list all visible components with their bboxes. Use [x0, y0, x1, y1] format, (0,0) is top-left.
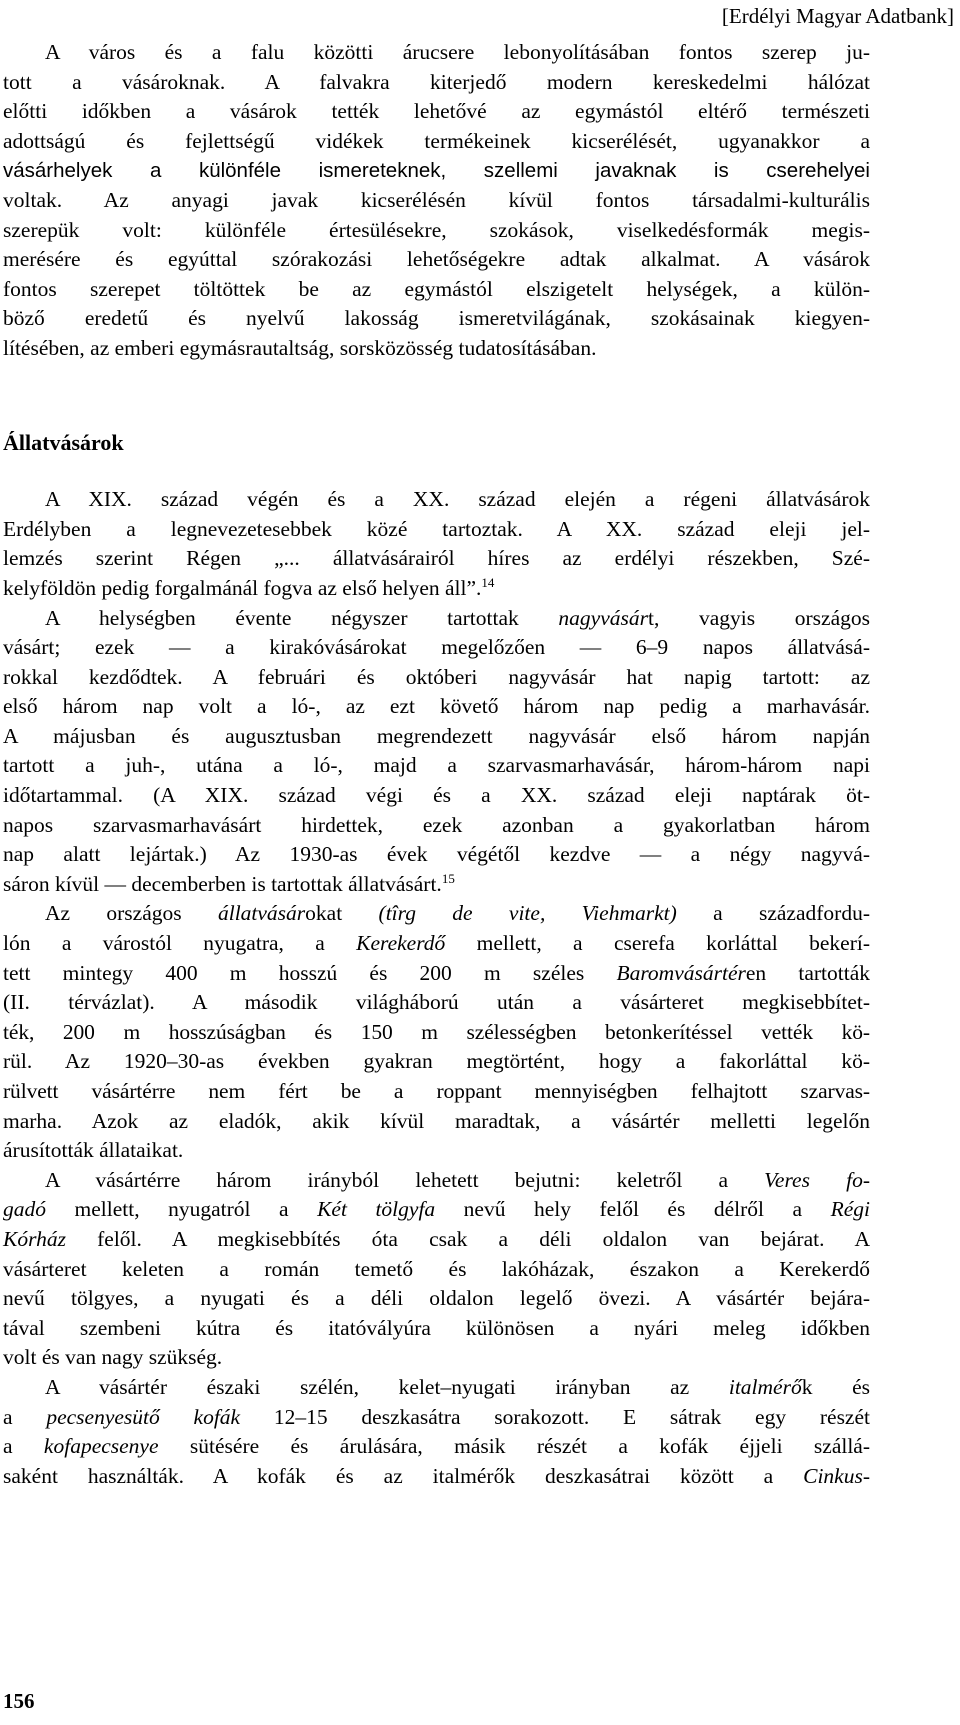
italic-term: állatvásár: [217, 901, 306, 926]
text-line: vásárteret keleten a román temető és lakóházak, északon a Kerekerdő: [3, 1256, 870, 1281]
text-line: előtti időkben a vásárok tették lehetővé az egymástól eltérő természeti: [3, 99, 870, 124]
page-number: 156: [3, 1689, 35, 1713]
running-header: [Erdélyi Magyar Adatbank]: [721, 4, 954, 28]
text-fragment: en tartották: [745, 960, 870, 985]
text-line: [3, 604, 870, 634]
italic-term: Kerekerdő: [356, 931, 446, 956]
text-fragment: 12–15 deszkasátra sorakozott. E sátrak egy részét: [240, 1404, 870, 1429]
text-fragment: sáron kívül — decemberben is tartottak állatvásárt.: [3, 871, 442, 896]
italic-term: Kórház: [3, 1226, 66, 1251]
text-line: [3, 1225, 870, 1255]
text-fragment: nevű hely felől és délről a: [435, 1197, 831, 1222]
text-line: [3, 959, 870, 989]
text-line: [3, 899, 870, 929]
text-line: vásárt; ezek — a kirakóvásárokat megelőzően — 6–9 napos állatvásá-: [3, 635, 870, 660]
text-line: vásárhelyek a különféle ismereteknek, szellemi javaknak is cserehelyei: [3, 159, 870, 183]
text-line: rülvett vásártérre nem fért be a roppant mennyiségben felhajtott szarvas-: [3, 1079, 870, 1103]
text-fragment: a századfordu-: [676, 901, 871, 926]
text-line: [3, 1432, 870, 1462]
text-line: nevű tölgyes, a nyugati és a déli oldalon legelő övezi. A vásártér bejára-: [3, 1286, 870, 1311]
text-line: A májusban és augusztusban megrendezett nagyvásár első három napján: [3, 723, 870, 748]
text-fragment: mellett, nyugatról a: [46, 1197, 318, 1222]
italic-term: kofapecsenye: [43, 1434, 159, 1459]
text-line: volt és van nagy szükség.: [3, 1345, 223, 1370]
italic-term: Cinkus-: [803, 1463, 870, 1488]
italic-term: pecsenyesütő kofák: [46, 1404, 241, 1429]
text-line: (II. térvázlat). A második világháború után a vásárteret megkisebbítet-: [3, 990, 870, 1015]
text-fragment: k és: [801, 1374, 870, 1399]
body-text: [3, 38, 870, 1491]
italic-term: Két tölgyfa: [317, 1197, 436, 1222]
text-line: rül. Az 1920–30-as években gyakran megtörtént, hogy a fakorláttal kö-: [3, 1049, 870, 1074]
text-line: [3, 1195, 870, 1225]
section-heading: Állatvásárok: [3, 429, 124, 455]
text-fragment: kelyföldön pedig forgalmánál fogva az első helyen áll”.: [3, 575, 482, 600]
italic-term: Régi: [830, 1197, 870, 1222]
text-line: [3, 1403, 870, 1433]
text-fragment: saként használták. A kofák és az italmérők deszkasátrai között a: [3, 1463, 804, 1488]
italic-term: (tîrg de vite, Viehmarkt): [378, 901, 677, 926]
italic-term: Baromvásártér: [616, 960, 746, 985]
text-fragment: felől. A megkisebbítés óta csak a déli oldalon van bejárat. A: [65, 1226, 870, 1251]
text-line: időtartammal. (A XIX. század végi és a XX. század eleji naptárak öt-: [3, 783, 870, 808]
text-line: A XIX. század végén és a XX. század elején a régeni állatvásárok: [45, 487, 870, 512]
text-fragment: lón a várostól nyugatra, a: [3, 931, 357, 956]
text-line: [3, 1373, 870, 1403]
text-line: tával szembeni kútra és itatóvályúra különösen a nyári meleg időkben: [3, 1315, 870, 1340]
paragraph-tents: [3, 1373, 870, 1491]
text-line: lemzés szerint Régen „... állatvásárairól híres az erdélyi részekben, Szé-: [3, 546, 870, 571]
text-line: [3, 1462, 870, 1492]
text-fragment: tett mintegy 400 m hosszú és 200 m széles: [3, 960, 617, 985]
italic-term: italmérő: [728, 1374, 802, 1399]
text-line: lítésében, az emberi egymásrautaltság, sorsközösség tudatosításában.: [3, 335, 597, 360]
text-fragment: a: [3, 1404, 47, 1429]
text-line: [3, 574, 870, 604]
text-line: voltak. Az anyagi javak kicserélésén kívül fontos társadalmi-kulturális: [3, 187, 870, 212]
text-line: böző eredetű és nyelvű lakosság ismeretvilágának, szokásainak kiegyen-: [3, 306, 870, 331]
text-line: marha. Azok az eladók, akik kívül maradtak, a vásártér melletti legelőn: [3, 1108, 870, 1133]
text-line: [3, 929, 870, 959]
footnote-ref: 15: [441, 870, 455, 886]
text-line: tott a vásároknak. A falvakra kiterjedő modern kereskedelmi hálózat: [3, 69, 870, 94]
text-fragment: Az országos: [45, 901, 218, 926]
text-fragment: t, vagyis országos: [648, 605, 870, 630]
text-line: szerepük volt: különféle értesülésekre, szokások, viselkedésformák megis-: [3, 217, 870, 242]
paragraph-cattle-market: [3, 899, 870, 1165]
text-fragment: mellett, a cserefa korláttal bekerí-: [445, 931, 871, 956]
paragraph-intro: [3, 38, 870, 364]
text-line: adottságú és fejlettségű vidékek termékeinek kicserélését, ugyanakkor a: [3, 128, 870, 153]
text-fragment: A helységben évente négyszer tartottak: [45, 605, 559, 630]
paragraph-entrances: [3, 1166, 870, 1373]
italic-term: Veres fo-: [764, 1167, 870, 1192]
italic-term: gadó: [3, 1197, 46, 1222]
text-fragment: A vásártérre három irányból lehetett bejutni: keletről a: [45, 1167, 765, 1192]
text-fragment: A vásártér északi szélén, kelet–nyugati irányban az: [45, 1374, 729, 1399]
paragraph-fairs: [3, 604, 870, 900]
text-line: rokkal kezdődtek. A februári és októberi nagyvásár hat napig tartott: az: [3, 664, 870, 689]
text-line: [3, 1166, 870, 1196]
italic-term: nagyvásár: [558, 605, 648, 630]
text-line: A város és a falu közötti árucsere lebonyolításában fontos szerep ju-: [45, 40, 870, 64]
text-line: tartott a juh-, utána a ló-, majd a szarvasmarhavásár, három-három napi: [3, 753, 870, 778]
text-line: [3, 870, 870, 900]
text-line: fontos szerepet töltöttek be az egymástól elszigetelt helységek, a külön-: [3, 276, 870, 301]
text-fragment: sütésére és árulására, másik részét a kofák éjjeli szállá-: [158, 1434, 871, 1459]
text-line: merésére és egyúttal szórakozási lehetőségekre adtak alkalmat. A vásárok: [3, 247, 870, 272]
text-line: ték, 200 m hosszúságban és 150 m szélességben betonkerítéssel vették kö-: [3, 1019, 870, 1044]
text-fragment: a: [3, 1434, 44, 1459]
footnote-ref: 14: [481, 574, 495, 590]
text-line: árusították állataikat.: [3, 1138, 184, 1163]
text-line: napos szarvasmarhavásárt hirdettek, ezek azonban a gyakorlatban három: [3, 812, 870, 837]
text-line: Erdélyben a legnevezetesebbek közé tartoztak. A XX. század eleji jel-: [3, 516, 870, 541]
text-fragment: okat: [305, 901, 379, 926]
text-line: első három nap volt a ló-, az ezt követő három nap pedig a marhavásár.: [3, 694, 870, 719]
text-line: nap alatt lejártak.) Az 1930-as évek végétől kezdve — a négy nagyvá-: [3, 842, 870, 867]
paragraph-regen-markets: [3, 485, 870, 603]
